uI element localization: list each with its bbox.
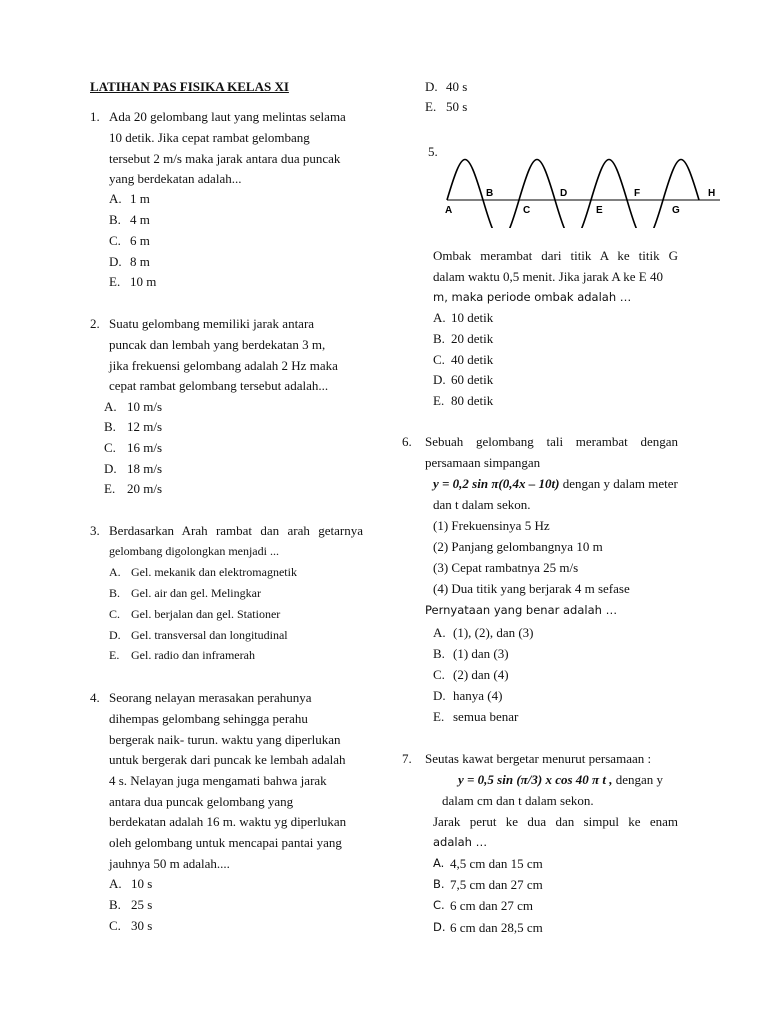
question-text-line: cepat rambat gelombang tersebut adalah...	[109, 378, 329, 393]
wave-equation	[433, 475, 678, 492]
option-text: 6 cm dan 27 cm	[450, 898, 534, 913]
option-letter: E.	[433, 709, 445, 724]
option-text: Gel. transversal dan longitudinal	[131, 628, 288, 642]
sine-wave	[447, 160, 699, 229]
option-text: 10 s	[131, 876, 153, 891]
wave-point-label: A	[445, 205, 453, 216]
question-text-line: Seutas kawat bergetar menurut persamaan :	[425, 751, 652, 766]
option-text: 40 detik	[451, 352, 494, 367]
question-text-line: Jarak perut ke dua dan simpul ke enam	[433, 814, 678, 829]
question-text-line: m, maka periode ombak adalah …	[433, 290, 632, 304]
question-number: 7.	[402, 751, 412, 766]
option-text: 20 m/s	[127, 481, 163, 496]
question-number: 5.	[428, 144, 438, 159]
option-text: 10 m/s	[127, 399, 163, 414]
wave-diagram	[430, 152, 730, 228]
option-letter: B.	[433, 646, 445, 661]
question-text-line: gelombang digolongkan menjadi ...	[109, 544, 279, 558]
option-text: 7,5 cm dan 27 cm	[450, 877, 543, 892]
wave-point-label: G	[672, 205, 680, 216]
statement-item: (3) Cepat rambatnya 25 m/s	[433, 560, 579, 575]
option-letter: C.	[109, 233, 121, 248]
question-text-line: Suatu gelombang memiliki jarak antara	[109, 316, 315, 331]
option-text: 16 m/s	[127, 440, 163, 455]
option-letter: B.	[433, 877, 445, 891]
option-letter: D.	[109, 254, 122, 269]
question-text-line: Ada 20 gelombang laut yang melintas selama	[109, 109, 346, 124]
option-letter: C.	[104, 440, 116, 455]
option-text: (2) dan (4)	[453, 667, 509, 682]
option-text: Gel. radio dan inframerah	[131, 648, 255, 662]
option-letter: C.	[109, 918, 121, 933]
option-text: 50 s	[446, 99, 468, 114]
option-text: 60 detik	[451, 372, 494, 387]
option-text: 20 detik	[451, 331, 494, 346]
option-letter: A.	[433, 310, 446, 325]
option-letter: E.	[425, 99, 437, 114]
option-letter: D.	[109, 628, 121, 642]
question-text-line: Ombak merambat dari titik A ke titik G	[433, 248, 678, 263]
question-text-line: tersebut 2 m/s maka jarak antara dua puncak	[109, 151, 341, 166]
option-letter: E.	[109, 274, 121, 289]
option-letter: B.	[109, 897, 121, 912]
question-number: 2.	[90, 316, 100, 331]
option-letter: B.	[109, 586, 121, 600]
option-text: semua benar	[453, 709, 519, 724]
question-text-line: Seorang nelayan merasakan perahunya	[109, 690, 312, 705]
equation-formula: y = 0,2 sin π(0,4x – 10t)	[433, 476, 560, 491]
statement-item: (4) Dua titik yang berjarak 4 m sefase	[433, 581, 630, 596]
option-text: Gel. mekanik dan elektromagnetik	[131, 565, 297, 579]
wave-equation	[458, 771, 663, 788]
option-letter: A.	[109, 876, 122, 891]
question-text-line: Sebuah gelombang tali merambat dengan	[425, 434, 678, 449]
question-number: 4.	[90, 690, 100, 705]
option-text: (1), (2), dan (3)	[453, 625, 534, 640]
question-number: 3.	[90, 523, 100, 538]
option-letter: C.	[433, 667, 445, 682]
wave-point-label: H	[708, 188, 716, 199]
option-text: 25 s	[131, 897, 153, 912]
option-letter: C.	[433, 898, 445, 912]
option-text: 10 m	[130, 274, 157, 289]
option-letter: A.	[433, 856, 445, 870]
question-text-line: bergerak naik- turun. waktu yang diperlukan	[109, 732, 341, 747]
question-text-line: jika frekuensi gelombang adalah 2 Hz maka	[109, 358, 338, 373]
question-text-line: berdekatan adalah 16 m. waktu yg diperlukan	[109, 814, 347, 829]
option-text: 1 m	[130, 191, 150, 206]
wave-point-label: E	[596, 205, 603, 216]
question-text-line: dalam waktu 0,5 menit. Jika jarak A ke E 40	[433, 269, 663, 284]
question-text-line: dan t dalam sekon.	[433, 497, 531, 512]
question-text-line: yang berdekatan adalah...	[109, 171, 242, 186]
option-text: 6 m	[130, 233, 150, 248]
equation-formula: y = 0,5 sin (π/3) x cos 40 π t ,	[458, 772, 613, 787]
option-text: 4,5 cm dan 15 cm	[450, 856, 543, 871]
question-text-line: puncak dan lembah yang berdekatan 3 m,	[109, 337, 326, 352]
question-text-line: oleh gelombang untuk mencapai pantai yang	[109, 835, 342, 850]
wave-point-label: D	[560, 188, 568, 199]
option-letter: D.	[433, 372, 446, 387]
wave-point-label: B	[486, 188, 494, 199]
option-letter: E.	[433, 393, 445, 408]
question-text-line: 4 s. Nelayan juga mengamati bahwa jarak	[109, 773, 327, 788]
option-text: Gel. berjalan dan gel. Stationer	[131, 607, 281, 621]
option-letter: D.	[433, 920, 446, 934]
option-text: 8 m	[130, 254, 150, 269]
option-letter: B.	[104, 419, 116, 434]
option-text: 80 detik	[451, 393, 494, 408]
option-text: 12 m/s	[127, 419, 163, 434]
wave-point-label: C	[523, 205, 531, 216]
question-text-line: jauhnya 50 m adalah....	[109, 856, 230, 871]
question-text-line: dalam cm dan t dalam sekon.	[442, 793, 594, 808]
question-prompt: Pernyataan yang benar adalah …	[425, 603, 618, 617]
option-text: 4 m	[130, 212, 150, 227]
option-letter: B.	[109, 212, 121, 227]
question-text-line: untuk bergerak dari puncak ke lembah adalah	[109, 752, 346, 767]
page-title: LATIHAN PAS FISIKA KELAS XI	[90, 79, 289, 94]
question-text-line: dihempas gelombang sehingga perahu	[109, 711, 308, 726]
option-letter: E.	[104, 481, 116, 496]
question-text-line: adalah …	[433, 835, 488, 849]
question-text-line: Berdasarkan Arah rambat dan arah getarnya	[109, 523, 363, 538]
option-letter: D.	[433, 688, 446, 703]
equation-tail: dengan y	[615, 772, 664, 787]
equation-tail: dengan y dalam meter	[562, 476, 678, 491]
statement-item: (1) Frekuensinya 5 Hz	[433, 518, 550, 533]
option-text: hanya (4)	[453, 688, 503, 703]
option-letter: D.	[104, 461, 117, 476]
option-letter: D.	[425, 79, 438, 94]
question-text-line: persamaan simpangan	[425, 455, 541, 470]
option-letter: B.	[433, 331, 445, 346]
option-text: Gel. air dan gel. Melingkar	[131, 586, 261, 600]
option-letter: E.	[109, 648, 120, 662]
option-text: 10 detik	[451, 310, 494, 325]
question-text-line: antara dua puncak gelombang yang	[109, 794, 294, 809]
option-text: 6 cm dan 28,5 cm	[450, 920, 543, 935]
question-text-line: 10 detik. Jika cepat rambat gelombang	[109, 130, 310, 145]
question-number: 6.	[402, 434, 412, 449]
option-text: 40 s	[446, 79, 468, 94]
option-letter: A.	[109, 191, 122, 206]
option-text: 18 m/s	[127, 461, 163, 476]
option-letter: A.	[104, 399, 117, 414]
option-letter: C.	[109, 607, 121, 621]
option-letter: A.	[109, 565, 121, 579]
option-text: 30 s	[131, 918, 153, 933]
option-text: (1) dan (3)	[453, 646, 509, 661]
statement-item: (2) Panjang gelombangnya 10 m	[433, 539, 603, 554]
option-letter: A.	[433, 625, 446, 640]
wave-point-label: F	[634, 188, 641, 199]
question-number: 1.	[90, 109, 100, 124]
option-letter: C.	[433, 352, 445, 367]
